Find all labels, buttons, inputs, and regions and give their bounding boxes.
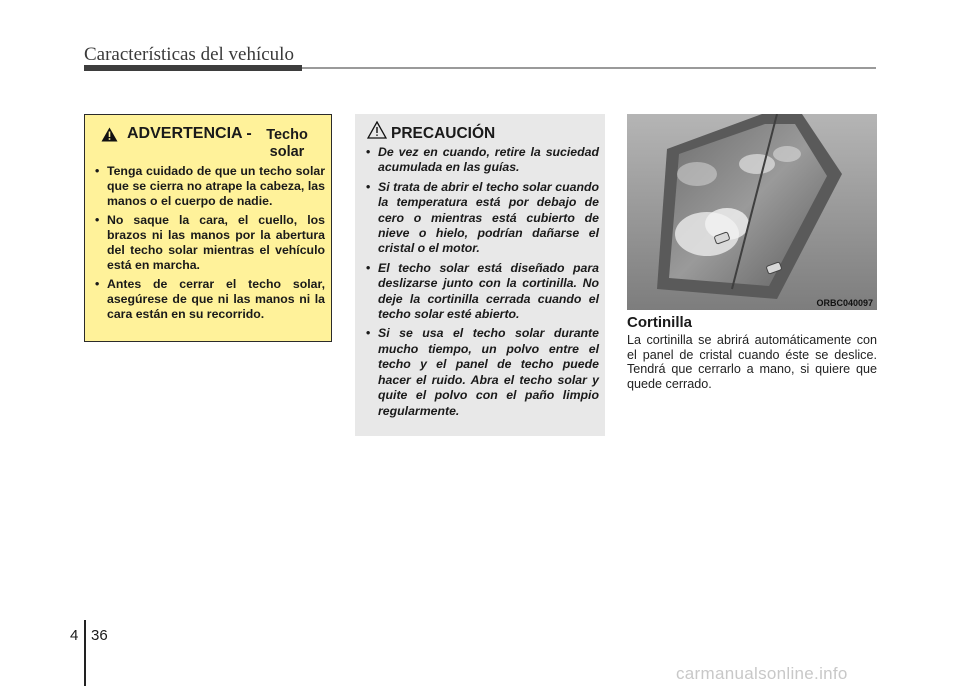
warning-triangle-icon [101, 127, 118, 142]
section-body: La cortinilla se abrirá automáticamente con el panel de cristal cuando éste se deslice. Tendrá que cerrarlo a mano, si quiere que quede cerrado. [627, 333, 877, 391]
warning-list [93, 164, 325, 326]
list-item: • Tenga cuidado de que un techo solar que se cierra no atrape la cabeza, las manos o el cuerpo de nadie. [95, 164, 325, 208]
sunroof-photo [627, 114, 877, 310]
watermark: carmanualsonline.info [676, 664, 848, 683]
header-rule-accent [84, 65, 302, 71]
chapter-number: 4 [70, 627, 79, 644]
list-item: • Si trata de abrir el techo solar cuando la temperatura está por debajo de cero o mientras está cubierto de nieve o hielo, podrían dañarse el cristal o el motor. [366, 179, 599, 256]
list-item: • Antes de cerrar el techo solar, asegúrese de que ni las manos ni la cara están en su recorrido. [95, 277, 325, 321]
list-item: • El techo solar está diseñado para deslizarse junto con la cortinilla. No deje la cortinilla cerrada cuando el techo solar esté abierto. [366, 260, 599, 322]
caution-triangle-icon [367, 121, 387, 139]
list-item: • De vez en cuando, retire la suciedad acumulada en las guías. [366, 145, 599, 175]
footer-rule [84, 620, 86, 686]
warning-label: ADVERTENCIA - [127, 125, 252, 142]
section-heading: Cortinilla [627, 314, 693, 331]
list-item: • Si se usa el techo solar durante mucho tiempo, un polvo entre el techo y el panel de techo puede hacer el ruido. Abra el techo solar y quite el polvo con el paño limpio regularmente. [366, 326, 599, 418]
sunroof-illustration [627, 114, 877, 310]
caution-box [355, 114, 605, 436]
warning-topic: Techo solar [266, 127, 308, 160]
figure-code: ORBC040097 [816, 298, 873, 308]
page-number: 36 [91, 627, 108, 644]
caution-list [365, 145, 599, 423]
caution-title: PRECAUCIÓN [391, 125, 496, 142]
warning-box [84, 114, 332, 342]
section-title: Características del vehículo [84, 44, 294, 65]
list-item: • No saque la cara, el cuello, los brazos ni las manos por la abertura del techo solar mientras el vehículo está en marcha. [95, 213, 325, 272]
